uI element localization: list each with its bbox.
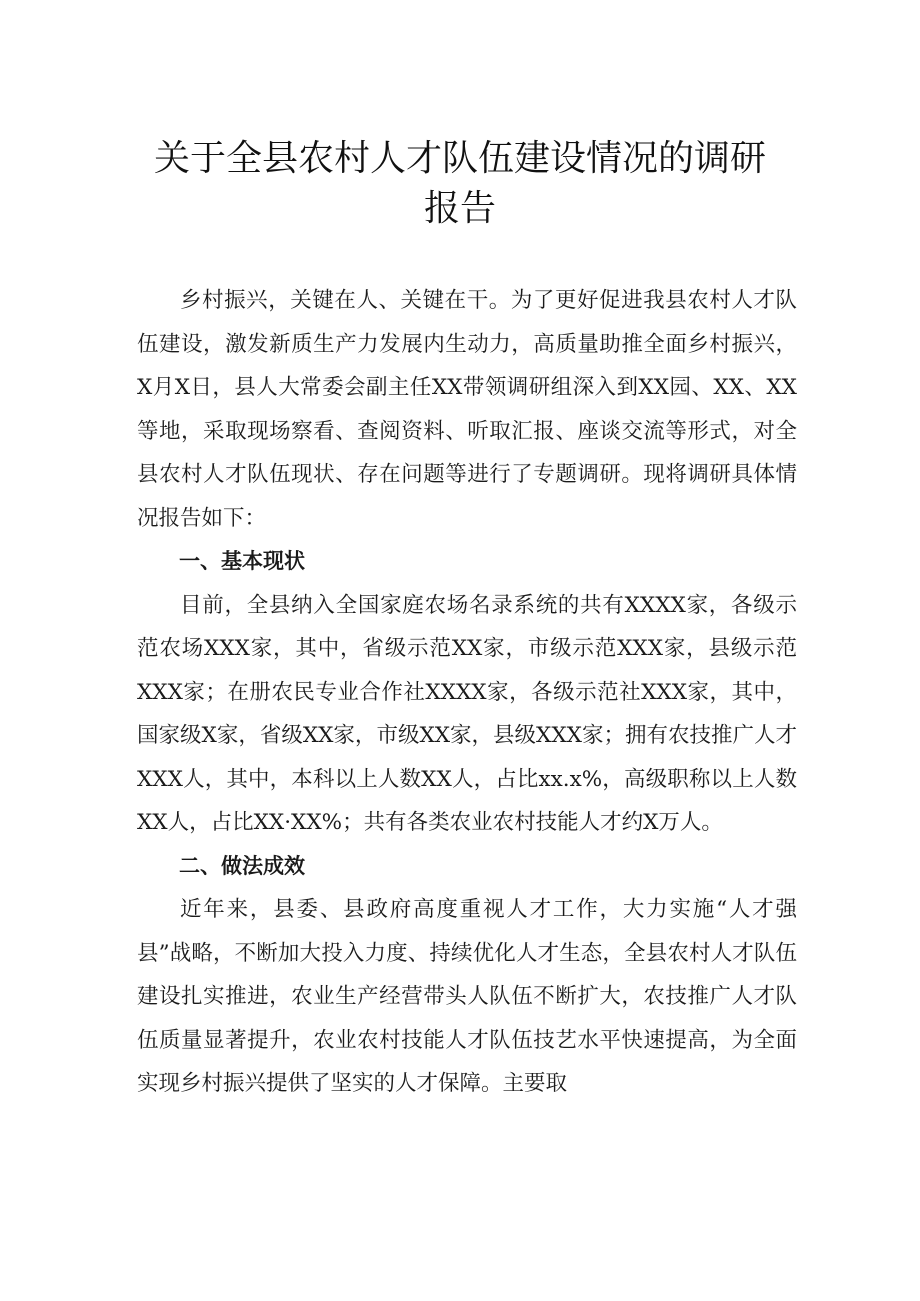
section-heading-basic-status: 一、基本现状	[179, 549, 305, 573]
intro-paragraph: 乡村振兴，关键在人、关键在干。为了更好促进我县农村人才队伍建设，激发新质生产力发展内生动力，高质量助推全面乡村振兴，X月X日，县人大常委会副主任XX带领调研组深入到XX园、XX、XX等地，采取现场察看、查阅资料、听取汇报、座谈交流等形式，对全县农村人才队伍现状、存在问题等进行了专题调研。现将调研具体情况报告如下：	[137, 288, 797, 531]
basic-status-paragraph: 目前，全县纳入全国家庭农场名录系统的共有XXXX家，各级示范农场XXX家，其中，省级示范XX家，市级示范XXX家，县级示范XXX家；在册农民专业合作社XXXX家，各级示范社XXX家，其中，国家级X家，省级XX家，市级XX家，县级XXX家；拥有农技推广人才XXX人，其中，本科以上人数XX人，占比xx.x%，高级职称以上人数XX人，占比XX·XX%；共有各类农业农村技能人才约X万人。	[137, 592, 797, 835]
document-body	[137, 279, 797, 1106]
section-heading-measures-results: 二、做法成效	[179, 853, 305, 878]
measures-results-paragraph: 近年来，县委、县政府高度重视人才工作，大力实施“人才强县”战略，不断加大投入力度、持续优化人才生态，全县农村人才队伍建设扎实推进，农业生产经营带头人队伍不断扩大，农技推广人才队伍质量显著提升，农业农村技能人才队伍技艺水平快速提高，为全面实现乡村振兴提供了坚实的人才保障。主要取	[137, 897, 797, 1096]
document-title: 关于全县农村人才队伍建设情况的调研报告	[153, 138, 766, 229]
